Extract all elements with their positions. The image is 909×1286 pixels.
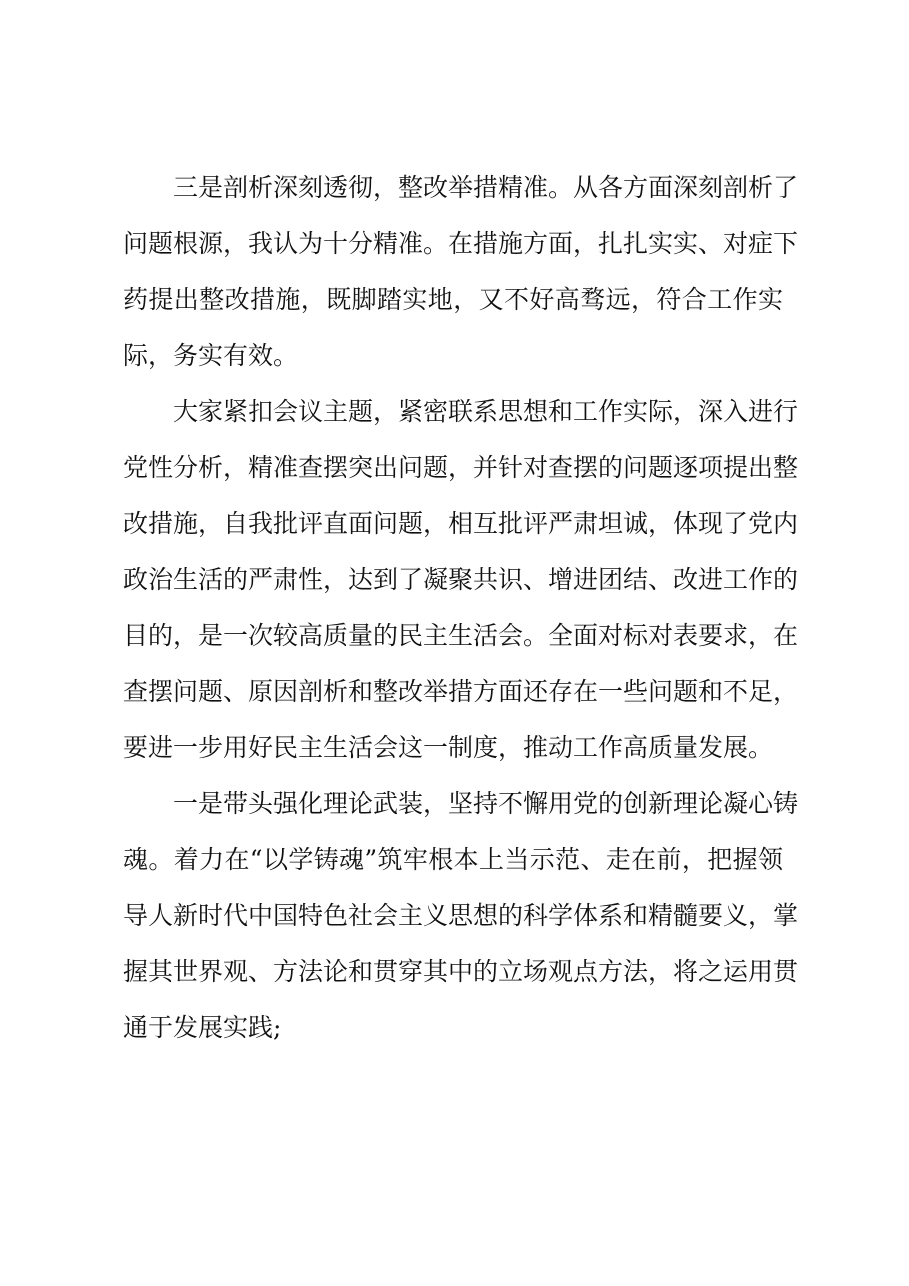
paragraph-3-line-5: 通于发展实践; <box>123 1013 282 1042</box>
paragraph-2-line-5: 目的，是一次较高质量的民主生活会。全面对标对表要求，在 <box>123 621 799 650</box>
paragraph-1-line-3: 药提出整改措施，既脚踏实地，又不好高骛远，符合工作实 <box>123 285 783 314</box>
paragraph-2-line-4: 政治生活的严肃性，达到了凝聚共识、增进团结、改进工作的 <box>123 565 799 594</box>
paragraph-2-line-6: 查摆问题、原因剖析和整改举措方面还存在一些问题和不足， <box>123 677 799 706</box>
paragraph-2-line-1: 大家紧扣会议主题，紧密联系思想和工作实际，深入进行 <box>173 397 799 426</box>
paragraph-2-line-7: 要进一步用好民主生活会这一制度，推动工作高质量发展。 <box>123 733 774 762</box>
paragraph-3-line-4: 握其世界观、方法论和贯穿其中的立场观点方法，将之运用贯 <box>123 957 799 986</box>
paragraph-1-line-2: 问题根源，我认为十分精准。在措施方面，扎扎实实、对症下 <box>123 229 799 258</box>
paragraph-2-line-3: 改措施，自我批评直面问题，相互批评严肃坦诚，体现了党内 <box>123 509 799 538</box>
paragraph-1-line-4: 际，务实有效。 <box>123 341 299 370</box>
paragraph-3-line-3: 导人新时代中国特色社会主义思想的科学体系和精髓要义，掌 <box>123 901 799 930</box>
document-body <box>123 160 799 1056</box>
paragraph-3-line-1: 一是带头强化理论武装，坚持不懈用党的创新理论凝心铸 <box>173 789 799 818</box>
paragraph-1-line-1: 三是剖析深刻透彻，整改举措精准。从各方面深刻剖析了 <box>173 173 799 202</box>
paragraph-2-line-2: 党性分析，精准查摆突出问题，并针对查摆的问题逐项提出整 <box>123 453 799 482</box>
paragraph-3-line-2: 魂。着力在“以学铸魂”筑牢根本上当示范、走在前，把握领 <box>123 845 783 874</box>
